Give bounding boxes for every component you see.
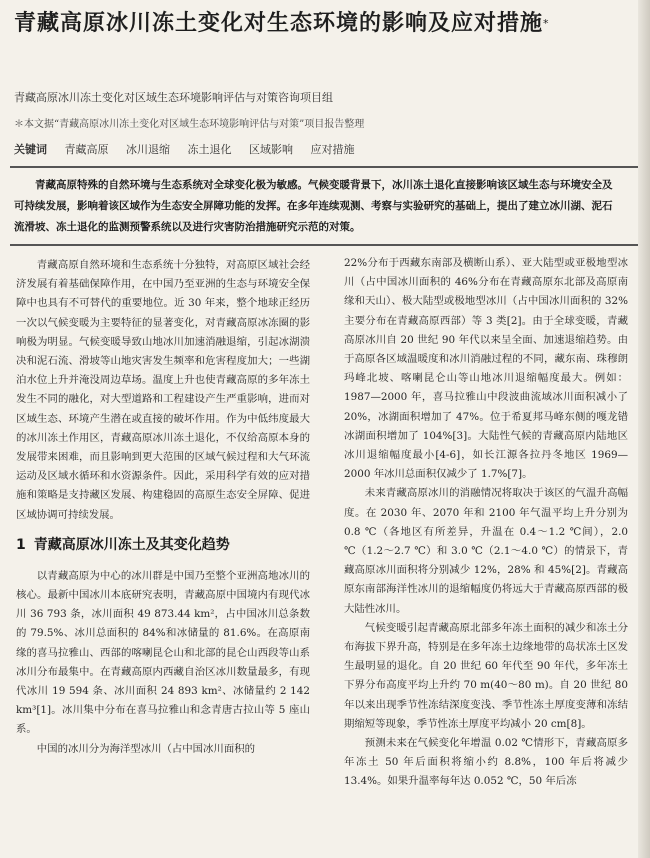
abstract: 青藏高原特殊的自然环境与生态系统对全球变化极为敏感。气候变暖背景下，冰川冻土退化直接影响该区域生态与环境安全及可持续发展，影响着该区域作为生态安全屏障功能的发挥。在多年连续观测、考察与实验研究的基础上，提出了建立冰川湖、泥石流滑坡、冻土退化的监测预警系统以及进行灾害防治措施研究示范的对策。	[14, 179, 613, 233]
keyword: 青藏高原	[64, 143, 109, 156]
body-paragraph: 气候变暖引起青藏高原北部多年冻土面积的减少和冻土分布海拔下界升高，特别是在多年冻土边缘地带的岛状冻土区发生最明显的退化。自 20 世纪 60 年代至 90 年代，多年冻土下界分布高度平均上升约 70 m(40～80 m)。自 20 世纪 80 年以来出现季节性冻结深度变浅、季节性冻土厚度变薄和冻结期缩短等现象，季节性冻土厚度平均减小 20 cm[8]。	[344, 621, 628, 730]
section-title: 青藏高原冰川冻土及其变化趋势	[33, 536, 230, 553]
bottom-divider	[10, 244, 640, 246]
body-paragraph: 中国的冰川分为海洋型冰川（占中国冰川面积的	[36, 742, 255, 755]
page-edge-shadow	[638, 0, 650, 858]
body-paragraph: 预测未来在气候变化年增温 0.02 ℃情形下，青藏高原多年冻土 50 年后面积将缩小约 8.8%，100 年后将减少 13.4%。如果升温率每年达 0.052 ℃，50 年后冻	[344, 737, 628, 788]
body-paragraph: 以青藏高原为中心的冰川群是中国乃至整个亚洲高地冰川的核心。最新中国冰川本底研究表明，青藏高原中国境内有现代冰川 36 793 条，冰川面积 49 873.44 km²，占中国冰川总条数的 79.5%、冰川总面积的 84%和冰储量的 81.6%。在高原南缘的喜马拉雅山、西部的喀喇昆仑山和北部的昆仑山西段等山系冰川分布最集中。在青藏高原内西藏自治区冰川数量最多，有现代冰川 19 594 条、冰川面积 24 893 km²、冰储量约 2 142 km³[1]。冰川集中分布在喜马拉雅山和念青唐古拉山等 5 座山系。	[16, 569, 310, 736]
article-title	[14, 8, 614, 39]
title-text: 青藏高原冰川冻土变化对生态环境的影响及应对措施	[14, 11, 544, 36]
intro-paragraph: 青藏高原自然环境和生态系统十分独特，对高原区域社会经济发展有着基础保障作用，在中国乃至亚洲的生态与环境安全保障中也具有不可替代的重要地位。近 30 年来，整个地球正经历一次以气候变暖为主要特征的显著变化，对青藏高原冰冻圈的影响极为明显。气候变暖导致山地冰川加速消融退缩，引起冰湖溃决和泥石流、滑坡等山地灾害发生频率和危害程度加大；一些湖泊水位上升并淹没周边草场。温度上升也使青藏高原的多年冻土发生不同的融化，对大型道路和工程建设产生严重影响，进而对区域生态、环境产生潜在或直接的破坏作用。作为中低纬度最大的冰川冻土作用区，青藏高原冰川冻土退化，不仅给高原本身的发展带来困难，而且影响到更大范围的区域气候过程和大气环流运动及区域水循环和水资源条件。因此，采用科学有效的应对措施和策略是支持藏区发展、构建稳固的高原生态安全屏障、促进区域协调可持续发展。	[16, 259, 310, 521]
left-column	[16, 256, 310, 759]
footnote: ＊本文据“青藏高原冰川冻土变化对区域生态环境影响评估与对策”项目报告整理	[14, 119, 365, 130]
keyword: 冻土退化	[187, 143, 232, 156]
section-heading	[16, 535, 310, 555]
title-footnote-mark: *	[543, 17, 550, 30]
top-divider	[10, 166, 640, 168]
author-line: 青藏高原冰川冻土变化对区域生态环境影响评估与对策咨询项目组	[14, 91, 333, 104]
body-paragraph: 未来青藏高原冰川的消融情况将取决于该区的气温升高幅度。在 2030 年、2070 年和 2100 年气温平均上升分别为 0.8 ℃（各地区有所差异，升温在 0.4～1.2 ℃间），2.0 ℃（1.2～2.7 ℃）和 3.0 ℃（2.1～4.0 ℃）的情景下，青藏高原冰川面积将分别减少 12%，28% 和 45%[2]。青藏高原东南部海洋性冰川的退缩幅度仍将远大于青藏高原西部的极大陆性冰川。	[344, 487, 628, 615]
keyword: 应对措施	[310, 143, 355, 156]
right-column	[344, 254, 628, 792]
keyword: 区域影响	[249, 143, 293, 156]
body-paragraph: 22%分布于西藏东南部及横断山系）、亚大陆型或亚极地型冰川（占中国冰川面积的 46%分布在青藏高原东北部及高原南缘和天山）、极大陆型或极地型冰川（占中国冰川面积的 32%主要分布在青藏高原西部）等 3 类[2]。由于全球变暖，青藏高原冰川自 20 世纪 90 年代以来呈全面、加速退缩趋势。由于高原各区域温暖度和冰川消融过程的不同，藏东南、珠穆朗玛峰北坡、喀喇昆仑山等山地冰川退缩幅度最大。例如：1987—2000 年，喜马拉雅山中段波曲流域冰川面积减小了 20%，冰湖面积增加了 47%。位于希夏邦马峰东侧的嘎龙错冰湖面积增加了 104%[3]。大陆性气候的青藏高原内陆地区冰川退缩幅度最小[4-6]，如长江源各拉丹冬地区 1969—2000 年冰川总面积仅减少了 1.7%[7]。	[344, 257, 628, 481]
keywords-line	[14, 141, 369, 157]
keyword: 冰川退缩	[126, 143, 170, 156]
keywords-label: 关键词	[14, 143, 47, 156]
section-number: 1	[16, 536, 26, 553]
